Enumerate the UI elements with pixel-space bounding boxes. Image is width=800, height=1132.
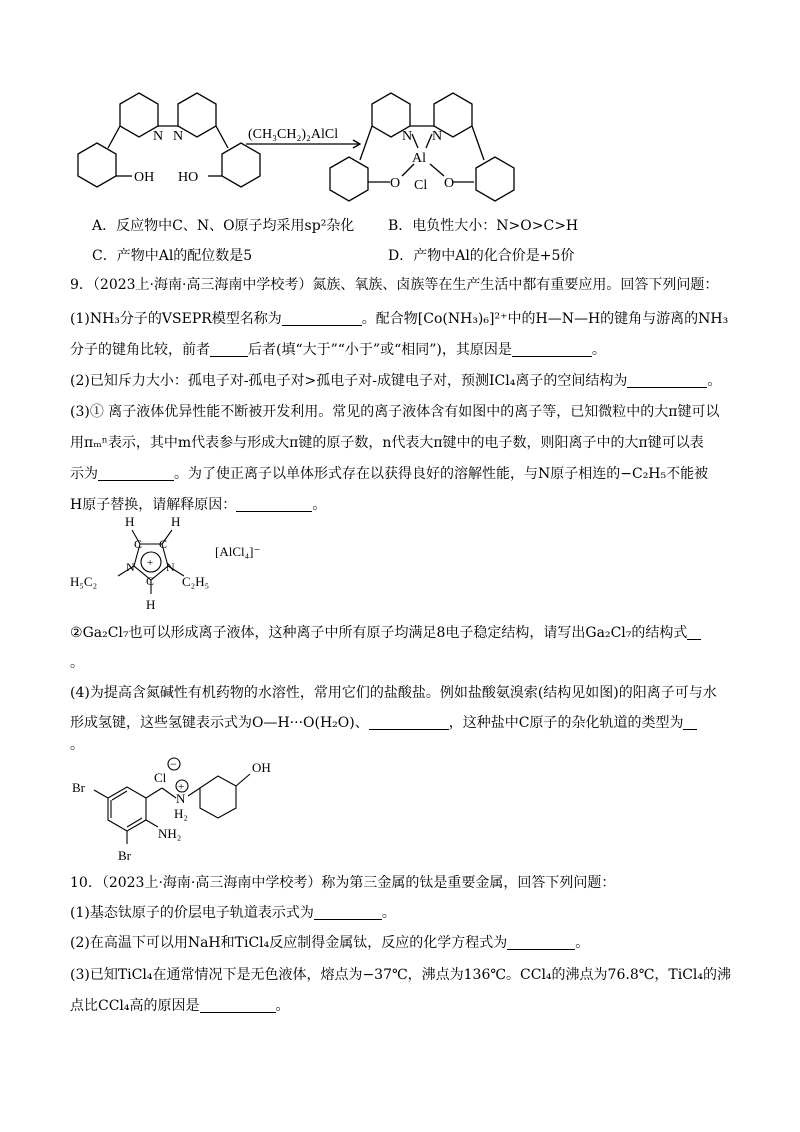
ambroxol-n: N [176, 791, 186, 806]
q10-part3-line2 [70, 997, 290, 1015]
ambroxol-br-bottom: Br [118, 848, 131, 863]
imid-h-top-right: H [171, 514, 181, 529]
ga2cl7-formula: Ga₂Cl₇ [82, 625, 129, 641]
imidazolium-structure [70, 510, 310, 615]
reagent-label: (CH₃CH₂)₂AlCl [248, 127, 339, 142]
q9-p1-text-d: 中的H—N—H的键角与游离的NH₃ [507, 311, 729, 327]
q9-p3-text-c2: 。为了使正离子以单体形式存在以获得良好的溶解性能，与N原子相连的 [174, 466, 621, 482]
imid-h-bottom: H [146, 597, 156, 612]
q10-part2 [70, 934, 589, 952]
ambroxol-cl-minus: − [170, 757, 177, 771]
ambroxol-n-plus: + [178, 781, 185, 793]
q9-part2 [70, 372, 721, 390]
q9-p3-text-d1: H原子替换，请解释原因： [70, 497, 237, 513]
q9-p2-text-a: (2)已知斥力大小：孤电子对-孤电子对>孤电子对-成键电子对，预测 [70, 373, 490, 389]
product-n1: N [402, 129, 413, 144]
imid-n-right: N [166, 560, 175, 574]
complex-formula: [Co(NH₃)₆]²⁺ [417, 311, 508, 327]
pi-symbol: π [668, 404, 678, 420]
product-o1: O [390, 176, 401, 191]
ambroxol-nh2: NH₂ [158, 826, 182, 841]
option-a: A．反应物中C、N、O原子均采用sp²杂化 [92, 218, 355, 234]
option-c: C．产物中Al的配位数是5 [92, 248, 253, 264]
answer-blank-equation[interactable] [507, 935, 575, 950]
answer-blank-reason[interactable] [512, 342, 592, 357]
q10-p2-end: 。 [575, 935, 590, 951]
q9-p3-text-b1: 用 [70, 435, 84, 451]
q9-part3-line3 [70, 465, 708, 483]
option-b: B．电负性大小：N>O>C>H [388, 218, 579, 234]
q10-p1-text: (1)基态钛原子的价层电子轨道表示式为 [70, 905, 314, 921]
q9-part4-line1: (4)为提高含氮碱性有机药物的水溶性，常用它们的盐酸盐。例如盐酸氨溴索(结构见如图)的阳离子可与水 [70, 685, 717, 701]
q9-p4-text-b1: 形成氢键，这些氢键表示式为O—H···O(H₂O)、 [70, 715, 369, 731]
product-cl: Cl [414, 178, 428, 193]
q9-p3-text-e3: 的结构式 [631, 625, 688, 641]
q9-p3-text-c3: 不能被 [666, 466, 709, 482]
q9-part4-line2 [70, 714, 697, 732]
q9-p1-text-g: 。 [591, 342, 606, 358]
q9-p3-text-e2: 也可以形成离子液体，这种离子中所有原子均满足8电子稳定结构，请写出 [128, 625, 586, 641]
q9-p3-text-c1: 示为 [70, 466, 98, 482]
q9-part3-sub2 [70, 624, 701, 642]
answer-blank-vsepr[interactable] [282, 311, 362, 326]
q9-p3-text-d2: 。 [312, 497, 327, 513]
q9-p1-text-f: 后者(填“大于”“小于”或“相同”)，其原因是 [248, 342, 512, 358]
option-d: D．产物中Al的化合价是+5价 [388, 248, 575, 264]
reactant-n1: N [153, 129, 164, 144]
q10-p2-text: (2)在高温下可以用NaH和TiCl₄反应制得金属钛，反应的化学方程式为 [70, 935, 508, 951]
reactant-oh-left: OH [134, 170, 155, 185]
q9-p3-text-a: (3)① 离子液体优异性能不断被开发利用。常见的离子液体含有如图中的离子等，已知微粒中的大 [70, 404, 669, 420]
ga2cl7-formula-2: Ga₂Cl₇ [585, 625, 632, 641]
q9-part1-line2 [70, 341, 606, 359]
imid-c-right: C [159, 537, 168, 551]
answer-blank-boiling[interactable] [200, 998, 276, 1013]
product-o2: O [444, 176, 455, 191]
answer-blank-pi-bond[interactable] [98, 466, 174, 481]
reactant-n2: N [173, 129, 184, 144]
q9-part4-end: 。 [70, 737, 84, 753]
q9-intro: 9．（2023上·海南·高三海南中学校考）氮族、氧族、卤族等在生产生活中都有重要应用。回答下列问题： [70, 277, 719, 293]
q9-p3-text-b2: 表示，其中m代表参与形成大π键的原子数，n代表大π键中的电子数，则阳离子中的大π键可以表 [107, 435, 704, 451]
imid-ethyl-left: H₅C₂ [70, 574, 98, 589]
ethyl-formula: −C₂H₅ [620, 466, 667, 482]
ambroxol-structure [70, 752, 290, 867]
q9-p3-text-a2: 键可以 [677, 404, 720, 420]
ambroxol-br-top: Br [72, 780, 85, 795]
q9-part1-line1 [70, 310, 728, 328]
q10-p1-end: 。 [381, 905, 396, 921]
q10-intro: 10．（2023上·海南·高三海南中学校考）称为第三金属的钛是重要金属，回答下列问题： [70, 875, 616, 891]
pi-mn-notation: πₘⁿ [84, 435, 108, 451]
q9-p4-text-b2: ，这种盐中C原子的杂化轨道的类型为 [448, 715, 684, 731]
q9-p3-text-e1: ② [70, 625, 83, 641]
answer-blank-ga2cl7[interactable] [687, 625, 701, 640]
imid-h-top-left: H [125, 514, 135, 529]
icl4-formula: ICl₄ [489, 373, 516, 389]
q9-p1-text-a: (1)NH₃分子的VSEPR模型名称为 [70, 311, 282, 327]
product-al: Al [412, 151, 426, 166]
ambroxol-cl: Cl [154, 770, 167, 785]
imid-c-left: C [134, 537, 143, 551]
q10-p3-end: 。 [275, 998, 290, 1014]
q9-p2-text-d: 。 [707, 373, 722, 389]
q9-p1-text-b: 。配合物 [361, 311, 418, 327]
q10-part1 [70, 904, 396, 922]
q9-part3-line1 [70, 403, 719, 421]
ambroxol-oh: OH [252, 760, 271, 775]
answer-blank-orbital[interactable] [314, 905, 382, 920]
answer-blank-shape[interactable] [627, 373, 707, 388]
q9-part3-line2 [70, 434, 704, 452]
imid-n-left: N [126, 560, 135, 574]
anion-alcl4: [AlCl₄]⁻ [215, 544, 261, 559]
answer-blank-compare[interactable] [210, 342, 248, 357]
q9-p1-text-e: 分子的键角比较，前者 [70, 342, 210, 358]
q10-p3-text: 点比CCl₄高的原因是 [70, 998, 200, 1014]
imid-plus: + [147, 557, 154, 569]
answer-blank-hybrid[interactable] [683, 715, 697, 730]
reactant-oh-right: HO [178, 170, 199, 185]
q9-part3-sub2-end: 。 [70, 655, 84, 671]
imid-c-bottom: C [146, 574, 155, 588]
ambroxol-h2: H₂ [174, 806, 188, 821]
q9-p2-text-c: 离子的空间结构为 [515, 373, 628, 389]
answer-blank-hbond[interactable] [369, 715, 449, 730]
reaction-scheme [60, 82, 540, 207]
imid-ethyl-right: C₂H₅ [182, 574, 210, 589]
product-n2: N [432, 129, 443, 144]
q10-part3-line1: (3)已知TiCl₄在通常情况下是无色液体，熔点为−37℃，沸点为136℃。CCl₄的沸点为76.8℃，TiCl₄的沸 [70, 967, 731, 983]
